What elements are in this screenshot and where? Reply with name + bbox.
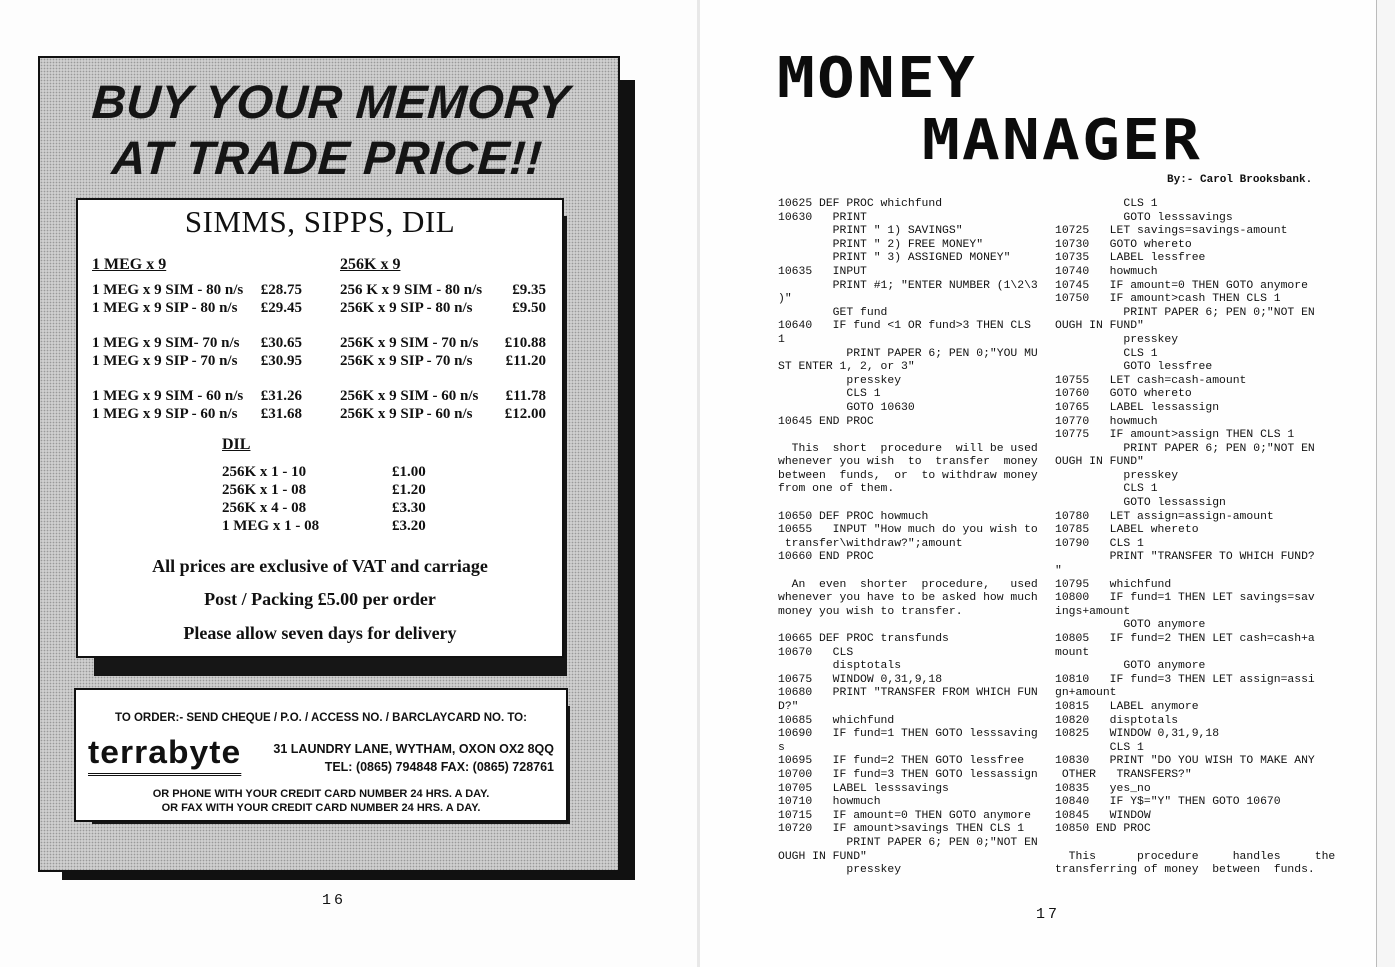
memory-advert — [38, 56, 620, 872]
right-page — [700, 0, 1395, 967]
code-column-left: 10625 DEF PROC whichfund 10630 PRINT PRINT " 1) SAVINGS" PRINT " 2) FREE MONEY" PRINT " 3) ASSIGNED MONEY" 10635 INPUT PRINT #1; "ENTER NUMBER (1\2\3 )" GET fund 10640 IF fund <1 OR fund>3 THEN CLS 1 PRINT PAPER 6; PEN 0;"YOU MU ST ENTER 1, 2, or 3" presskey CLS 1 GOTO 10630 10645 END PROC This short procedure will be used whenever you wish to transfer money between funds, or to withdraw money from one of them. 10650 DEF PROC howmuch 10655 INPUT "How much do you wish to transfer\withdraw?";amount 10660 END PROC An even shorter procedure, used whenever you have to be asked how much money you wish to transfer. 10665 DEF PROC transfunds 10670 CLS disptotals 10675 WINDOW 0,31,9,18 10680 PRINT "TRANSFER FROM WHICH FUN D?" 10685 whichfund 10690 IF fund=1 THEN GOTO lesssaving s 10695 IF fund=2 THEN GOTO lessfree 10700 IF fund=3 THEN GOTO lessassign 10705 LABEL lesssavings 10710 howmuch 10715 IF amount=0 THEN GOTO anymore 10720 IF amount>savings THEN CLS 1 PRINT PAPER 6; PEN 0;"NOT EN OUGH IN FUND" presskey — [778, 198, 1038, 877]
col1-row-price: £28.75 — [260, 282, 302, 298]
col2-row-label: 256K x 9 SIP - 60 n/s — [340, 406, 473, 422]
delivery-note: Please allow seven days for delivery — [183, 623, 457, 643]
company-tel-fax: TEL: (0865) 794848 FAX: (0865) 728761 — [324, 760, 554, 774]
phone-order-note: OR PHONE WITH YOUR CREDIT CARD NUMBER 24 HRS. A DAY. — [152, 788, 490, 800]
left-page — [0, 0, 697, 967]
dil-row-label: 1 MEG x 1 - 08 — [222, 518, 320, 534]
article-byline: By:- Carol Brooksbank. — [1167, 174, 1313, 186]
col2-heading: 256K x 9 — [340, 256, 401, 273]
col1-row-price: £30.95 — [260, 353, 302, 369]
page-number-left: 16 — [322, 892, 347, 909]
col2-row-price: £12.00 — [504, 406, 546, 422]
dil-row-price: £1.20 — [392, 482, 426, 498]
company-address: 31 LAUNDRY LANE, WYTHAM, OXON OX2 8QQ — [273, 742, 554, 756]
dil-row-price: £3.30 — [392, 500, 426, 516]
article-title-line-2: MANAGER — [922, 108, 1203, 173]
col2-row-label: 256K x 9 SIM - 60 n/s — [340, 388, 479, 404]
page-number-right: 17 — [1036, 906, 1061, 923]
col2-row-price: £9.50 — [512, 300, 546, 316]
ad-headline — [36, 74, 622, 186]
col2-row-label: 256K x 9 SIM - 70 n/s — [340, 335, 479, 351]
col1-row-price: £31.68 — [260, 406, 302, 422]
dil-row-price: £3.20 — [392, 518, 426, 534]
col1-row-label: 1 MEG x 9 SIM - 80 n/s — [92, 282, 244, 298]
headline-line-2: AT TRADE PRICE!! — [110, 131, 544, 184]
col2-row-price: £10.88 — [504, 335, 546, 351]
col1-row-label: 1 MEG x 9 SIP - 80 n/s — [92, 300, 238, 316]
col2-row-label: 256K x 9 SIP - 70 n/s — [340, 353, 473, 369]
dil-row-label: 256K x 1 - 10 — [222, 464, 307, 480]
terrabyte-logo: terrabyte — [88, 734, 241, 776]
price-box — [76, 198, 564, 658]
col1-row-price: £31.26 — [260, 388, 302, 404]
dil-heading: DIL — [222, 436, 251, 453]
next-page-edge — [1376, 0, 1395, 967]
article-title-line-1: MONEY — [777, 46, 978, 111]
col1-row-label: 1 MEG x 9 SIM - 60 n/s — [92, 388, 244, 404]
col2-row-price: £9.35 — [512, 282, 546, 298]
dil-row-label: 256K x 4 - 08 — [222, 500, 307, 516]
col1-row-price: £30.65 — [260, 335, 302, 351]
col1-row-price: £29.45 — [260, 300, 302, 316]
postage-note: Post / Packing £5.00 per order — [204, 589, 436, 609]
col1-row-label: 1 MEG x 9 SIP - 60 n/s — [92, 406, 238, 422]
col2-row-label: 256K x 9 SIP - 80 n/s — [340, 300, 473, 316]
col1-row-label: 1 MEG x 9 SIM- 70 n/s — [92, 335, 240, 351]
col2-row-price: £11.20 — [505, 353, 546, 369]
col1-heading: 1 MEG x 9 — [92, 256, 167, 273]
dil-row-label: 256K x 1 - 08 — [222, 482, 307, 498]
vat-note: All prices are exclusive of VAT and carriage — [152, 556, 488, 576]
col1-row-label: 1 MEG x 9 SIP - 70 n/s — [92, 353, 238, 369]
fax-order-note: OR FAX WITH YOUR CREDIT CARD NUMBER 24 HRS. A DAY. — [161, 802, 481, 814]
col2-row-label: 256 K x 9 SIM - 80 n/s — [340, 282, 483, 298]
order-instructions: TO ORDER:- SEND CHEQUE / P.O. / ACCESS NO. / BARCLAYCARD NO. TO: — [115, 712, 527, 724]
dil-row-price: £1.00 — [392, 464, 426, 480]
price-box-title: SIMMS, SIPPS, DIL — [184, 204, 456, 239]
code-column-right: CLS 1 GOTO lesssavings 10725 LET savings=savings-amount 10730 GOTO whereto 10735 LABEL lessfree 10740 howmuch 10745 IF amount=0 THEN GOTO anymore 10750 IF amount>cash THEN CLS 1 PRINT PAPER 6; PEN 0;"NOT EN OUGH IN FUND" presskey CLS 1 GOTO lessfree 10755 LET cash=cash-amount 10760 GOTO whereto 10765 LABEL lessassign 10770 howmuch 10775 IF amount>assign THEN CLS 1 PRINT PAPER 6; PEN 0;"NOT EN OUGH IN FUND" presskey CLS 1 GOTO lessassign 10780 LET assign=assign-amount 10785 LABEL whereto 10790 CLS 1 PRINT "TRANSFER TO WHICH FUND? " 10795 whichfund 10800 IF fund=1 THEN LET savings=sav ings+amount GOTO anymore 10805 IF fund=2 THEN LET cash=cash+a mount GOTO anymore 10810 IF fund=3 THEN LET assign=assi gn+amount 10815 LABEL anymore 10820 disptotals 10825 WINDOW 0,31,9,18 CLS 1 10830 PRINT "DO YOU WISH TO MAKE ANY OTHER TRANSFERS?" 10835 yes_no 10840 IF Y$="Y" THEN GOTO 10670 10845 WINDOW 10850 END PROC This procedure handles the transferring of money between funds. — [1055, 198, 1336, 877]
headline-line-1: BUY YOUR MEMORY — [90, 75, 572, 128]
order-box — [74, 688, 568, 822]
col2-row-price: £11.78 — [505, 388, 546, 404]
